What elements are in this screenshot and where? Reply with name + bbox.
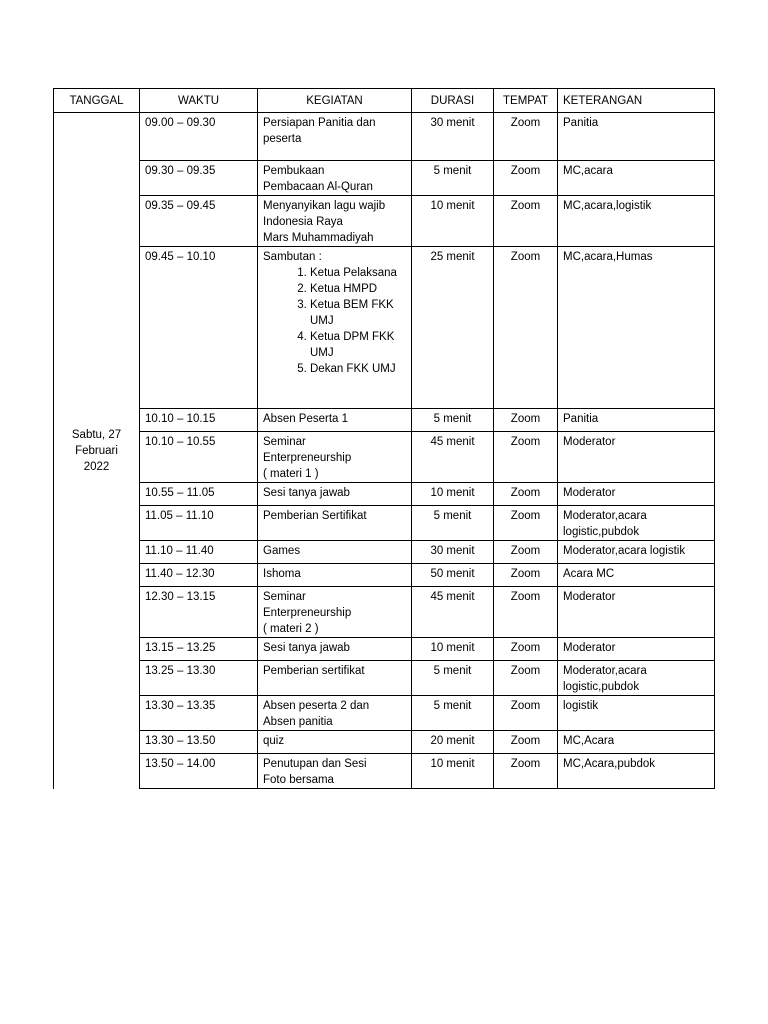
waktu-cell: 10.10 – 10.15	[140, 409, 258, 432]
header-row	[54, 89, 715, 113]
speaker-item: 1. Ketua Pelaksana	[310, 265, 406, 281]
waktu-cell: 11.05 – 11.10	[140, 506, 258, 541]
durasi-cell: 10 menit	[412, 196, 494, 247]
kegiatan-line: Pemberian sertifikat	[263, 665, 365, 677]
kegiatan-line: Seminar	[263, 436, 306, 448]
waktu-cell: 11.10 – 11.40	[140, 541, 258, 564]
waktu-cell: 13.15 – 13.25	[140, 638, 258, 661]
kegiatan-line: Absen Peserta 1	[263, 413, 349, 425]
waktu-cell: 11.40 – 12.30	[140, 564, 258, 587]
kegiatan-line: Seminar	[263, 591, 306, 603]
waktu-cell: 09.00 – 09.30	[140, 113, 258, 161]
kegiatan-line: Absen panitia	[263, 716, 333, 728]
kegiatan-line: Sambutan :	[263, 251, 322, 263]
date-line: 2022	[83, 460, 110, 473]
waktu-cell: 13.50 – 14.00	[140, 754, 258, 789]
kegiatan-cell	[258, 587, 412, 638]
keterangan-cell: MC,acara,logistik	[558, 196, 715, 247]
kegiatan-line: quiz	[263, 735, 285, 747]
speaker-list	[263, 265, 406, 377]
kegiatan-line: Ishoma	[263, 568, 301, 580]
keterangan-cell: Moderator	[558, 587, 715, 638]
tempat-cell: Zoom	[494, 587, 558, 638]
durasi-cell: 10 menit	[412, 638, 494, 661]
kegiatan-line: Mars Muhammadiyah	[263, 232, 374, 244]
keterangan-cell: Moderator	[558, 483, 715, 506]
kegiatan-cell	[258, 564, 412, 587]
kegiatan-line: Pemberian Sertifikat	[263, 510, 367, 522]
durasi-cell: 5 menit	[412, 409, 494, 432]
header-tempat: TEMPAT	[494, 89, 558, 113]
waktu-cell: 09.45 – 10.10	[140, 247, 258, 409]
kegiatan-cell	[258, 754, 412, 789]
waktu-cell: 09.30 – 09.35	[140, 161, 258, 196]
keterangan-cell: MC,acara	[558, 161, 715, 196]
waktu-cell: 13.25 – 13.30	[140, 661, 258, 696]
tempat-cell: Zoom	[494, 564, 558, 587]
table-row	[54, 731, 715, 754]
table-row	[54, 432, 715, 483]
durasi-cell: 20 menit	[412, 731, 494, 754]
table-row	[54, 196, 715, 247]
keterangan-cell: Moderator,acara logistic,pubdok	[558, 506, 715, 541]
kegiatan-cell	[258, 409, 412, 432]
tempat-cell: Zoom	[494, 483, 558, 506]
kegiatan-line: ( materi 1 )	[263, 468, 319, 480]
durasi-cell: 30 menit	[412, 113, 494, 161]
kegiatan-cell	[258, 696, 412, 731]
kegiatan-cell	[258, 661, 412, 696]
waktu-cell: 09.35 – 09.45	[140, 196, 258, 247]
table-row	[54, 587, 715, 638]
tempat-cell: Zoom	[494, 196, 558, 247]
keterangan-cell: Acara MC	[558, 564, 715, 587]
table-row	[54, 113, 715, 161]
kegiatan-line: Menyanyikan lagu wajib	[263, 200, 386, 212]
keterangan-cell: Panitia	[558, 409, 715, 432]
table-row	[54, 696, 715, 731]
tempat-cell: Zoom	[494, 731, 558, 754]
waktu-cell: 10.10 – 10.55	[140, 432, 258, 483]
table-row	[54, 564, 715, 587]
kegiatan-cell	[258, 483, 412, 506]
speaker-item: 2. Ketua HMPD	[310, 281, 406, 297]
table-row	[54, 541, 715, 564]
tempat-cell: Zoom	[494, 506, 558, 541]
tempat-cell: Zoom	[494, 541, 558, 564]
durasi-cell: 10 menit	[412, 483, 494, 506]
durasi-cell: 5 menit	[412, 661, 494, 696]
kegiatan-line: Games	[263, 545, 301, 557]
table-row	[54, 661, 715, 696]
table-row	[54, 483, 715, 506]
keterangan-cell: Moderator,acara logistic,pubdok	[558, 661, 715, 696]
durasi-cell: 10 menit	[412, 754, 494, 789]
table-row	[54, 506, 715, 541]
kegiatan-cell	[258, 196, 412, 247]
keterangan-cell: Moderator	[558, 638, 715, 661]
kegiatan-cell	[258, 432, 412, 483]
header-kegiatan: KEGIATAN	[258, 89, 412, 113]
kegiatan-line: Persiapan Panitia dan	[263, 117, 376, 129]
waktu-cell: 13.30 – 13.50	[140, 731, 258, 754]
table-row	[54, 247, 715, 409]
kegiatan-cell	[258, 541, 412, 564]
date-cell	[54, 113, 140, 789]
kegiatan-cell	[258, 638, 412, 661]
durasi-cell: 30 menit	[412, 541, 494, 564]
keterangan-cell: Moderator	[558, 432, 715, 483]
kegiatan-line: Penutupan dan Sesi	[263, 758, 367, 770]
kegiatan-line: Enterpreneurship	[263, 452, 352, 464]
keterangan-cell: Panitia	[558, 113, 715, 161]
table-row	[54, 754, 715, 789]
speaker-item: 4. Ketua DPM FKK UMJ	[310, 329, 406, 361]
kegiatan-cell	[258, 506, 412, 541]
waktu-cell: 10.55 – 11.05	[140, 483, 258, 506]
date-line: Februari	[75, 444, 118, 457]
kegiatan-line: Indonesia Raya	[263, 216, 343, 228]
tempat-cell: Zoom	[494, 409, 558, 432]
waktu-cell: 12.30 – 13.15	[140, 587, 258, 638]
schedule-body	[54, 113, 715, 789]
keterangan-cell: logistik	[558, 696, 715, 731]
speaker-item: 5. Dekan FKK UMJ	[310, 361, 406, 377]
kegiatan-line: Pembukaan	[263, 165, 325, 177]
kegiatan-line: Pembacaan Al-Quran	[263, 181, 373, 193]
durasi-cell: 5 menit	[412, 506, 494, 541]
durasi-cell: 50 menit	[412, 564, 494, 587]
table-row	[54, 638, 715, 661]
durasi-cell: 45 menit	[412, 587, 494, 638]
kegiatan-line: Foto bersama	[263, 774, 334, 786]
header-durasi: DURASI	[412, 89, 494, 113]
table-row	[54, 409, 715, 432]
header-waktu: WAKTU	[140, 89, 258, 113]
kegiatan-line: peserta	[263, 133, 302, 145]
header-tanggal: TANGGAL	[54, 89, 140, 113]
keterangan-cell: MC,acara,Humas	[558, 247, 715, 409]
keterangan-cell: Moderator,acara logistik	[558, 541, 715, 564]
durasi-cell: 45 menit	[412, 432, 494, 483]
kegiatan-cell	[258, 731, 412, 754]
durasi-cell: 5 menit	[412, 696, 494, 731]
kegiatan-line: Sesi tanya jawab	[263, 487, 350, 499]
keterangan-cell: MC,Acara,pubdok	[558, 754, 715, 789]
tempat-cell: Zoom	[494, 432, 558, 483]
speaker-item: 3. Ketua BEM FKK UMJ	[310, 297, 406, 329]
tempat-cell: Zoom	[494, 754, 558, 789]
tempat-cell: Zoom	[494, 161, 558, 196]
table-row	[54, 161, 715, 196]
durasi-cell: 5 menit	[412, 161, 494, 196]
tempat-cell: Zoom	[494, 638, 558, 661]
kegiatan-line: Enterpreneurship	[263, 607, 352, 619]
waktu-cell: 13.30 – 13.35	[140, 696, 258, 731]
tempat-cell: Zoom	[494, 113, 558, 161]
tempat-cell: Zoom	[494, 247, 558, 409]
kegiatan-line: Absen peserta 2 dan	[263, 700, 370, 712]
date-line: Sabtu, 27	[71, 428, 122, 441]
durasi-cell: 25 menit	[412, 247, 494, 409]
tempat-cell: Zoom	[494, 696, 558, 731]
kegiatan-line: ( materi 2 )	[263, 623, 319, 635]
kegiatan-cell	[258, 247, 412, 409]
header-keterangan: KETERANGAN	[558, 89, 715, 113]
kegiatan-cell	[258, 113, 412, 161]
schedule-table	[53, 88, 715, 789]
keterangan-cell: MC,Acara	[558, 731, 715, 754]
kegiatan-cell	[258, 161, 412, 196]
kegiatan-line: Sesi tanya jawab	[263, 642, 350, 654]
tempat-cell: Zoom	[494, 661, 558, 696]
